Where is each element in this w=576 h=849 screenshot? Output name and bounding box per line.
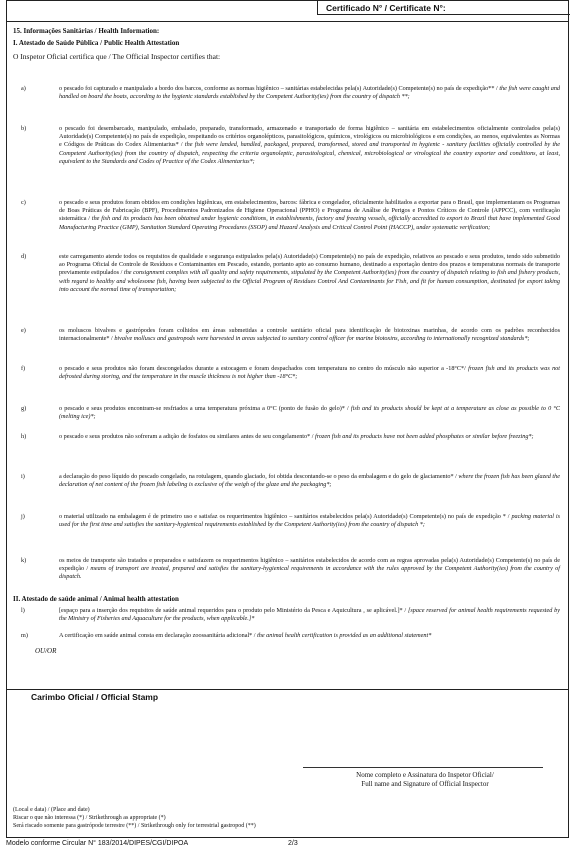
item-text-en: fish and its products should be kept at a temperature as close as possible to 0 °C (melting ice)*; — [59, 405, 560, 421]
item-text-pt: a declaração do peso líquido do pescado congelado, na rotulagem, quando glaciado, foi obtida descontando-se o peso da embalagem e do gelo de glaciamento* / — [59, 473, 459, 480]
item-label: j) — [21, 513, 25, 520]
item-text-en: the animal health certification is provided as an additional statement* — [257, 632, 432, 639]
certificate-number-box: Certificado N° / Certificate N°: — [317, 1, 570, 15]
item-text-pt: este carregamento atende todos os requisitos de qualidade e segurança estipulados pela(s) Autoridade(s) Competente(s) no país de expedição, relativos ao pescado e seus produtos, tendo sido submetido ao Programa Oficial de Controle de Resíduos e Contaminantes em Pescado, estando, portanto apto ao consumo humano, destinado a exportação dentro dos prazos e temperaturas normais de transporte previamente estipulados / — [59, 253, 560, 277]
item-text — [59, 433, 560, 441]
item-text-pt: o pescado foi desembarcado, manipulado, embalado, preparado, transformado, armazenado e transportado de forma higiênico – sanitária em estabelecimentos oficialmente controlados pela(s) Autoridade(s) Competente(s) no país de expedição, respeitando os critérios organolépticos, parasitológicos, químicos, virológicos ou microbiológicos e em condições, ao menos, equivalentes as Normas e Códigos de Práticas do Codex Alimentarius* / — [59, 125, 560, 149]
item-text-pt: o material utilizado na embalagem é de primeiro uso e satisfaz os requerimentos higiênico – sanitários estabelecidos pela(s) Autoridade(s) Competente(s) no país de expedição * / — [59, 513, 512, 520]
or-separator: OU/OR — [35, 647, 57, 655]
item-label: b) — [21, 125, 27, 132]
item-text-en: [space reserved for animal health requirements requested by the Ministry of Fisheries and Aquaculture for the products, when applicable.]* — [59, 607, 560, 623]
divider — [7, 21, 568, 22]
item-text — [59, 327, 560, 343]
section-I-heading: I. Atestado de Saúde Pública / Public Health Attestation — [13, 39, 180, 47]
item-text-pt: [espaço para a inserção dos requisitos de saúde animal requeridos para o produto pelo Ministério da Pesca e Aquicultura , se aplicável.]* / — [59, 607, 408, 614]
note-place-date: (Local e data) / (Place and date) — [13, 807, 90, 813]
item-label: d) — [21, 253, 27, 260]
certificate-page — [6, 0, 569, 838]
item-text-pt: os meios de transporte são tratados e preparados e satisfazem os requerimentos higiênico – sanitários estabelecidos de acordo com as regras aprovadas pela(s) Autoridade(s) Competente(s) no país de expedição / — [59, 557, 560, 573]
item-text-pt: o pescado e seus produtos foram obtidos em condições higiênicas, em estabelecimentos, barcos: fábrica e congelador, oficialmente habilitados a exportar para o Brasil, que implementaram os Programas de Boas Práticas de Fabricação (BPF), Procedimentos Padronizados de Higiene Operacional (PPHO) e Programa de Análise de Perigos e Pontos Críticos de Controle (APPCC), com verificação sistemática / — [59, 199, 560, 223]
item-text — [59, 85, 560, 101]
item-text-pt: o pescado e seus produtos encontram-se resfriados a uma temperatura próxima a 0°C (ponto de fusão do gelo)* / — [59, 405, 351, 412]
item-text-pt: A certificação em saúde animal consta em declaração zoossanitária adicional* / — [59, 632, 258, 639]
item-text-en: the fish were caught and handled on board the boats, according to the hygienic standards established by the Competent Authority(ies) from the country of dispatch **; — [59, 85, 561, 101]
item-label: k) — [21, 557, 27, 564]
item-text — [59, 253, 560, 294]
signature-line-2: Full name and Signature of Official Inspector — [361, 780, 489, 788]
signature-line — [303, 767, 543, 768]
notes — [13, 807, 256, 830]
item-label: l) — [21, 607, 25, 614]
item-text — [59, 557, 560, 582]
item-text-pt: o pescado foi capturado e manipulado a bordo dos barcos, conforme as normas higiênico – sanitárias estabelecidas pela(s) Autoridade(s) Competente(s) no país de expedição** / — [59, 85, 500, 92]
item-text-en: packing material is used for the first time and satisfies the sanitary-hygienical requirements established by the Competent Authority(ies) from the country of dispatch *; — [59, 513, 560, 529]
official-stamp-label: Carimbo Oficial / Official Stamp — [31, 692, 159, 702]
item-text — [59, 607, 560, 623]
item-label: g) — [21, 405, 27, 412]
item-text — [59, 473, 560, 489]
item-text — [59, 632, 560, 640]
item-text — [59, 513, 560, 529]
item-text — [59, 365, 560, 381]
item-text-en: frozen fish and its products have not been added phosphates or similar before freezing*; — [315, 433, 534, 440]
item-text — [59, 405, 560, 421]
section-II-heading: II. Atestado de saúde animal / Animal health attestation — [13, 595, 179, 603]
item-label: e) — [21, 327, 26, 334]
note-gastropod: Será riscado somente para gastrópode terrestre (**) / Strikethrough only for terrestrial gastropod (**) — [13, 822, 256, 829]
item-text — [59, 125, 560, 166]
footer-model: Modelo conforme Circular N° 183/2014/DIPES/CGI/DIPOA — [6, 840, 189, 847]
item-text-en: bivalve molluscs and gastropods were harvested in areas subjected to sanitary control officer for marine biotoxins, according to internationally recognized standards*; — [114, 335, 530, 343]
item-label: i) — [21, 473, 25, 480]
item-label: f) — [21, 365, 26, 372]
item-text-pt: o pescado e seus produtos não sofreram a adição de fosfatos ou similares antes de seu congelamento* / — [59, 433, 316, 440]
item-text-pt: o pescado e seus produtos não foram descongelados durante a estocagem e foram despachados com temperatura no centro do músculo não superior a -18°C*/ — [59, 365, 469, 372]
item-text-en: frozen fish and its products was not defrosted during storing, and the temperature in the muscle thickness is not higher than -18°C*; — [59, 365, 560, 381]
item-text-en: the fish were landed, handled, packaged, prepared, transformed, stored and transported in hygienic - sanitary facilities officially controlled by the Competent Authority(ies) from the country of dispatch, respecting the criteria organoleptic, parasitological, chemical, microbiological or virological the country exporter and conditions, at least, equivalent to the Standards and Codes of Practice of the Codex Alimentarius*; — [59, 141, 561, 165]
item-label: m) — [21, 632, 28, 639]
item-label: a) — [21, 85, 26, 92]
intro-text: O Inspetor Oficial certifica que / The Official Inspector certifies that: — [13, 52, 221, 61]
item-text-en: where the frozen fish has been glazed the declaration of net content of the frozen fish labeling is exclusive of the weigh of the glaze and the packaging*; — [59, 473, 560, 489]
item-text-en: means of transport are treated, prepared and satisfies the sanitary-hygienical requirements in accordance with the rules approved by the Competent Authority(ies) from the country of dispatch. — [59, 565, 560, 581]
signature-label — [307, 771, 543, 789]
item-label: c) — [21, 199, 26, 206]
note-strikethrough: Riscar o que não interessa (*) / Strikethrough as appropriate (*) — [13, 814, 166, 821]
divider — [7, 689, 568, 690]
section-15-heading: 15. Informações Sanitárias / Health Information: — [13, 27, 160, 35]
item-text-en: the fish and its products has been obtained under hygienic conditions, in establishments, factory and freezing vessels, officially accredited to export to Brazil that have implemented Good Manufacturing Practice (GMP), Sanitation Standard Operating Procedures (SSOP) and Hazard Analysis and Critical Control Point (HACCP), under systematic verification; — [59, 215, 560, 231]
item-text-en: the consignment complies with all quality and safety requirements, stipulated by the Competent Authority(ies) from the country of dispatch relating to fish and fishery products, with regard to healthy and wholesome fish, having been subjected to the Official Program of Residues Control And Contaminants for Fish, and fit for human consumption, destinated for export taking into account the normal time of transportation; — [59, 269, 560, 293]
item-text — [59, 199, 560, 232]
page-number: 2/3 — [288, 840, 298, 847]
item-label: h) — [21, 433, 27, 440]
signature-line-1: Nome completo e Assinatura do Inspetor Oficial/ — [356, 771, 494, 779]
item-text-pt: os moluscos bivalves e gastrópodes foram colhidos em áreas submetidas a controle sanitário oficial para identificação de biotoxinas marinhas, de acordo com os padrões reconhecidos internacionalmente* / — [59, 327, 560, 343]
